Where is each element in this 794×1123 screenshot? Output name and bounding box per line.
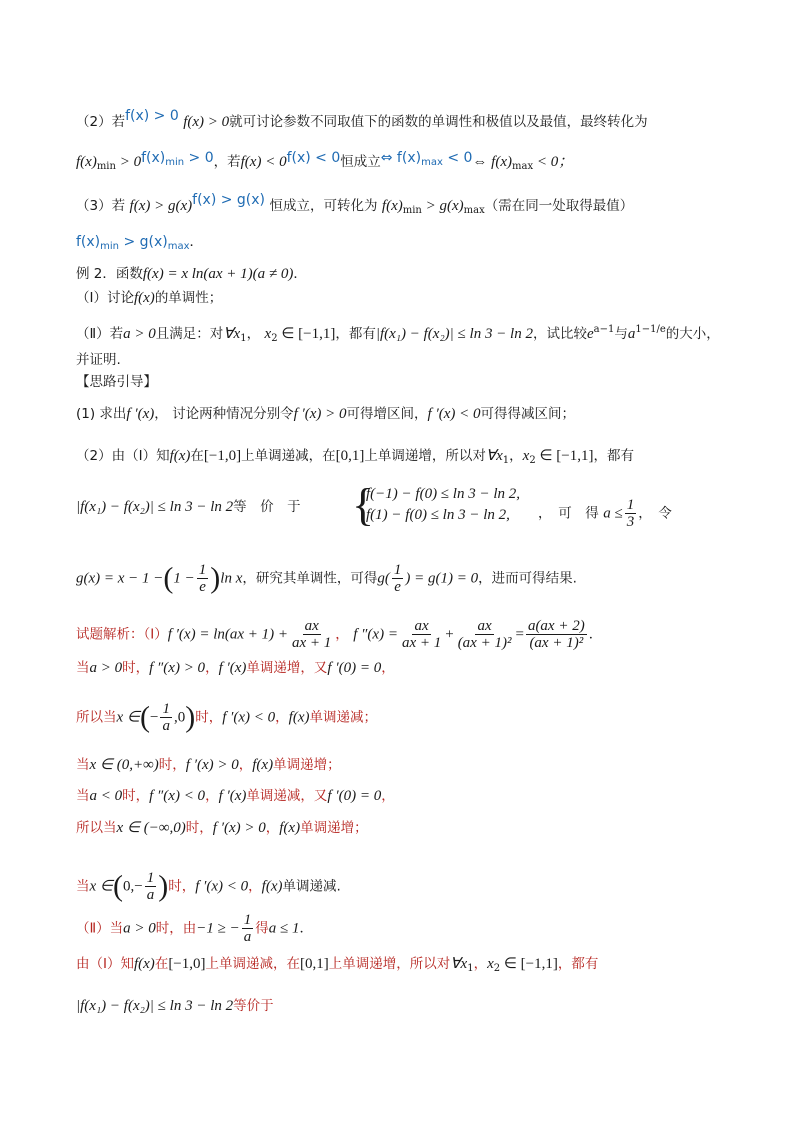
text: 恒成立: [340, 154, 381, 170]
solution-line-4: [76, 755, 341, 775]
formula: a > 0: [89, 660, 123, 676]
system-row-1: f(−1) − f(0) ≤ ln 3 − ln 2,: [366, 486, 520, 502]
text: 可得得减区间；: [480, 406, 576, 422]
text: ，: [381, 660, 395, 676]
para-2-line-1: [76, 106, 648, 132]
numerator: 1: [198, 562, 207, 578]
para-3-line-1: [76, 190, 633, 221]
numerator: ax: [304, 618, 319, 634]
text: 由（Ⅰ）知: [76, 956, 134, 972]
system-row-2: f(1) − f(0) ≤ ln 3 − ln 2,: [366, 507, 510, 523]
formula: e: [586, 326, 594, 342]
text: 单调递增；: [300, 820, 368, 836]
subscript: max: [463, 205, 485, 216]
text: 时，: [122, 660, 150, 676]
formula: f(x): [133, 956, 155, 972]
blue-part: ⇔ f(x): [380, 150, 422, 166]
formula: f ′(x) > 0: [185, 757, 239, 773]
formula: x ∈: [116, 709, 140, 726]
text: ，若: [213, 154, 241, 170]
text: 单调递减，又: [246, 788, 328, 804]
text: 单调递减；: [309, 709, 377, 726]
formula: f ′(x) < 0: [222, 709, 276, 726]
text: ．: [299, 920, 313, 937]
text: 时，由: [155, 920, 197, 937]
formula: ∀x: [450, 956, 468, 972]
blue-formula: f(x) > g(x): [192, 192, 266, 208]
fraction: [526, 618, 587, 651]
text: ，: [473, 956, 488, 972]
text: ，: [275, 709, 289, 726]
text: ， 令: [638, 505, 672, 522]
formula: |f(x₁) − f(x₂)| ≤ ln 3 − ln 2: [76, 998, 234, 1014]
fraction: [392, 562, 404, 595]
text: ，: [246, 326, 261, 342]
question-2: （Ⅱ）若a > 0且满足：对$\forall x_1$， $x_2$ ∈ [−1,1]，都有|f(x₁) − f(x₂)| ≤ ln 3 − ln 2，试比较$e^{a-1}$与$a^{1-1/e}$的大小，: [76, 324, 720, 344]
solution-line-3: 所以当x ∈(− $\frac{1}{a}$ ,0)时，f ′(x) < 0，f(x)单调递减；: [76, 700, 377, 734]
text: 上单调递减，在: [241, 448, 336, 464]
formula: x: [264, 326, 272, 342]
text: ，: [265, 820, 280, 836]
formula: a ≤: [603, 505, 623, 522]
subscript: max: [167, 241, 190, 252]
denominator: e: [394, 579, 401, 595]
example-heading: [76, 264, 307, 284]
formula: f ′(x): [218, 788, 247, 804]
text: 等价于: [233, 998, 274, 1014]
formula: [0,1]: [300, 956, 329, 972]
denominator: (ax + 1)²: [457, 635, 512, 651]
text: 就可讨论参数不同取值下的函数的单调性和极值以及最值，最终转化为: [229, 114, 648, 130]
subscript: min: [96, 161, 116, 172]
hint-line-3-right: [538, 497, 672, 530]
text: 当: [76, 878, 90, 895]
formula: f ′(0) = 0: [327, 660, 382, 676]
formula: < 0；: [533, 154, 574, 170]
formula: g(x) = x − 1 −: [76, 570, 164, 587]
blue-part: < 0: [442, 150, 473, 166]
text: 等 价 于: [233, 499, 301, 515]
text: ，都有: [557, 956, 599, 972]
text: ，: [248, 878, 262, 895]
hint-line-2: （2）由（Ⅰ）知f(x)在[−1,0]上单调递减，在[0,1]上单调递增，所以对$\forall x_1$，$x_2$ ∈ [−1,1]，都有: [76, 448, 634, 466]
text: 时，: [158, 757, 186, 773]
text: 当: [76, 660, 90, 676]
text: （Ⅱ）若: [76, 326, 124, 342]
text: 的单调性；: [154, 290, 223, 306]
hint-line-4: g(x) = x − 1 −(1 − $\frac{1}{e}$ )ln x，研究其单调性，可得g( $\frac{1}{e}$ ) = g(1) = 0，进而可得结果.: [76, 561, 577, 595]
text: ，: [238, 757, 253, 773]
formula: a > 0: [123, 920, 156, 937]
question-2-cont: [76, 350, 121, 370]
text: 所以当: [76, 709, 117, 726]
text: 单调递减.: [282, 878, 341, 895]
numerator: ax: [477, 618, 492, 634]
fraction: [197, 562, 209, 595]
formula: =: [515, 626, 524, 643]
text: ，: [381, 788, 395, 804]
text: ，: [205, 660, 219, 676]
solution-line-7: 当x ∈(0,− $\frac{1}{a}$ )时，f ′(x) < 0，f(x)单调递减.: [76, 869, 341, 903]
text: 所以当: [76, 820, 117, 836]
formula: [−1,0]: [203, 448, 242, 464]
formula: f(x) = x ln(ax + 1)(a ≠ 0): [142, 266, 294, 282]
formula: f ′(x): [218, 660, 247, 676]
text: 上单调递减，在: [205, 956, 301, 972]
text: ，研究其单调性，可得: [242, 570, 378, 587]
text: 可得增区间，: [346, 406, 428, 422]
text: ．: [293, 266, 307, 282]
formula: f(x): [133, 290, 155, 306]
fraction: [290, 618, 333, 651]
blue-part: > g(x): [119, 234, 168, 250]
text: （Ⅰ）讨论: [76, 290, 134, 306]
formula: x ∈: [89, 878, 113, 895]
numerator: a(ax + 2): [527, 618, 585, 634]
formula: f ′(x) > 0: [293, 406, 347, 422]
section-title: 【思路引导】: [76, 374, 157, 390]
numerator: ax: [414, 618, 429, 634]
formula: f(x) < 0: [240, 154, 287, 170]
text: （Ⅱ）当: [76, 920, 124, 937]
text: 时，: [185, 820, 213, 836]
blue-part: > 0: [184, 150, 214, 166]
formula: f ′(x) > 0: [212, 820, 266, 836]
formula: f(x): [169, 448, 191, 464]
blue-part: f(x): [76, 234, 101, 250]
formula: |f(x₁) − f(x₂)| ≤ ln 3 − ln 2: [76, 499, 234, 515]
solution-line-10: [76, 996, 274, 1016]
text: 得: [255, 920, 269, 937]
text: 在: [190, 448, 204, 464]
text: 时，: [195, 709, 223, 726]
text: ， 可 得: [538, 505, 599, 522]
denominator: ax + 1: [401, 635, 442, 651]
formula: x ∈ (−∞,0): [116, 820, 186, 836]
formula: +: [445, 626, 454, 643]
blue-formula: f(x) < 0: [286, 150, 341, 166]
formula: f(x): [261, 878, 283, 895]
formula: f(x): [381, 198, 403, 214]
formula: f ′(x): [126, 406, 155, 422]
text: （需在同一处取得最值）: [484, 198, 634, 214]
denominator: ax + 1: [292, 635, 332, 651]
fraction: [160, 701, 172, 734]
formula: f ″(x) < 0: [149, 788, 206, 804]
formula: f ″(x) > 0: [149, 660, 206, 676]
numerator: 1: [146, 870, 155, 886]
formula: ,0: [173, 709, 186, 726]
formula: ∀x: [223, 326, 241, 342]
formula: a: [627, 326, 636, 342]
formula: |f(x₁) − f(x₂)| ≤ ln 3 − ln 2: [375, 326, 533, 342]
fraction: [242, 912, 254, 945]
formula: ∈ [−1,1]: [500, 956, 558, 972]
inequality-system: [366, 484, 520, 526]
formula: x: [487, 956, 494, 972]
text: ， 讨论两种情况分别令: [154, 406, 294, 422]
denominator: a: [146, 887, 155, 903]
formula: a ≤ 1: [268, 920, 300, 937]
text: ，: [335, 626, 349, 643]
text: 当: [76, 788, 90, 804]
text: ，都有: [335, 326, 376, 342]
text: ，: [205, 788, 219, 804]
para-3-line-2: [76, 232, 203, 257]
formula: ⇔ f(x): [472, 154, 512, 170]
text: 与: [614, 326, 628, 342]
subscript: min: [165, 157, 185, 168]
question-1: [76, 288, 222, 308]
text: 在: [154, 956, 169, 972]
formula: x: [522, 448, 530, 464]
formula: ln x: [220, 570, 243, 587]
denominator: a: [243, 929, 252, 945]
formula: f ″(x) =: [353, 626, 398, 643]
para-2-line-2: [76, 148, 573, 177]
text: 且满足：对: [155, 326, 224, 342]
subscript: max: [512, 161, 534, 172]
text: 例 2．函数: [76, 266, 143, 282]
solution-line-5: [76, 786, 395, 806]
formula: [−1,0]: [168, 956, 206, 972]
denominator: e: [199, 579, 206, 595]
hint-line-3: [76, 497, 301, 517]
formula: g(: [377, 570, 390, 587]
formula: f(x) > 0: [183, 114, 230, 130]
formula: f ′(x) = ln(ax + 1) +: [167, 626, 289, 643]
formula: > 0: [115, 154, 142, 170]
denominator: a: [162, 718, 170, 734]
text: 试题解析：（Ⅰ）: [76, 626, 168, 643]
formula: a > 0: [123, 326, 156, 342]
fraction: [625, 497, 637, 530]
text: 时，: [122, 788, 150, 804]
solution-line-8: [76, 912, 313, 945]
numerator: 1: [243, 912, 252, 928]
text: ，都有: [593, 448, 634, 464]
fraction: [145, 870, 157, 903]
text: 上单调递增，所以对: [364, 448, 486, 464]
label-3: （3）若: [76, 198, 126, 214]
blue-formula: [381, 150, 473, 166]
formula: a < 0: [89, 788, 123, 804]
text: (1) 求出: [76, 406, 127, 422]
formula: f(x): [279, 820, 301, 836]
formula: f ′(x) < 0: [427, 406, 481, 422]
blue-part: f(x): [141, 150, 166, 166]
solution-line-1: [76, 618, 602, 651]
system-brace: {: [352, 479, 375, 530]
text: 单调递增，又: [246, 660, 328, 676]
formula: f(x) > g(x): [129, 198, 193, 214]
formula: f(x): [76, 154, 97, 170]
formula: ∈ [−1,1]: [277, 326, 336, 342]
solution-line-2: [76, 658, 395, 678]
text: 的大小，: [665, 326, 720, 342]
formula: x ∈ (0,+∞): [89, 757, 159, 773]
formula: f ′(0) = 0: [327, 788, 382, 804]
text: ，进而可得结果.: [478, 570, 577, 587]
label-2: （2）若: [76, 114, 126, 130]
subscript: min: [402, 205, 422, 216]
formula: −1 ≥ −: [196, 920, 240, 937]
fraction: [456, 618, 514, 651]
text: ，试比较: [532, 326, 587, 342]
text: ，: [509, 448, 523, 464]
hint-line-1: [76, 404, 575, 424]
denominator: 3: [626, 514, 635, 530]
formula: [0,1]: [335, 448, 365, 464]
formula: f ′(x) < 0: [195, 878, 249, 895]
blue-formula: f(x) > 0: [125, 108, 179, 124]
blue-formula: [76, 234, 190, 250]
numerator: 1: [162, 701, 170, 717]
subscript: min: [100, 241, 119, 252]
text: ．: [588, 626, 603, 643]
solution-line-9: 由（Ⅰ）知f(x)在[−1,0]上单调递减，在[0,1]上单调递增，所以对$\forall x_1$，$x_2$ ∈ [−1,1]，都有: [76, 956, 599, 974]
formula: 1 −: [173, 570, 195, 587]
text: 上单调递增，所以对: [328, 956, 451, 972]
formula: f(x): [288, 709, 310, 726]
solution-line-6: [76, 818, 368, 838]
text: ．: [189, 234, 204, 250]
formula: f(x): [252, 757, 274, 773]
text: 并证明.: [76, 352, 121, 368]
superscript: a−1: [593, 324, 615, 335]
subscript: max: [421, 157, 443, 168]
formula: > g(x): [421, 198, 464, 214]
formula: ∀x: [485, 448, 503, 464]
formula: ∈ [−1,1]: [535, 448, 594, 464]
formula: 0,−: [122, 878, 143, 895]
hint-title: [76, 372, 157, 392]
text: 当: [76, 757, 90, 773]
text: 恒成立，可转化为: [269, 198, 378, 214]
fraction: [400, 618, 443, 651]
blue-formula: [141, 150, 214, 166]
text: 时，: [168, 878, 196, 895]
denominator: (ax + 1)²: [529, 635, 584, 651]
formula: ) = g(1) = 0: [405, 570, 479, 587]
text: （2）由（Ⅰ）知: [76, 448, 170, 464]
numerator: 1: [393, 562, 402, 578]
numerator: 1: [626, 497, 635, 513]
text: 单调递增；: [273, 757, 341, 773]
superscript: 1−1/e: [635, 324, 666, 335]
